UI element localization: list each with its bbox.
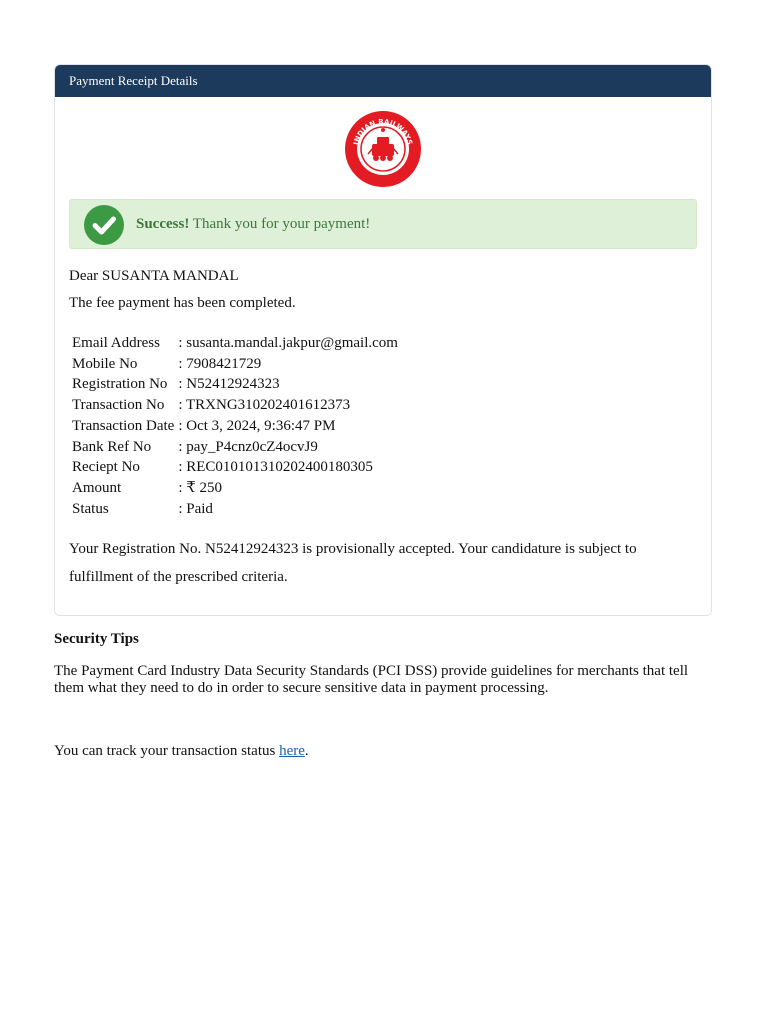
logo-text: INDIAN RAILWAYS — [352, 117, 414, 146]
check-circle-icon — [84, 205, 124, 245]
table-row — [70, 354, 400, 375]
receipt-card — [54, 64, 712, 616]
detail-value: : Paid — [178, 500, 213, 517]
success-text: Thank you for your payment! — [189, 216, 371, 232]
success-alert — [69, 199, 697, 249]
track-suffix: . — [304, 743, 309, 759]
detail-label: Registration No — [72, 376, 168, 393]
detail-label: Status — [72, 500, 109, 517]
table-row — [70, 457, 400, 478]
card-header-title: Payment Receipt Details — [69, 73, 198, 88]
detail-label: Email Address — [72, 335, 160, 351]
security-tips-text: The Payment Card Industry Data Security Standards (PCI DSS) provide guidelines for merchants that tell them what they need to do in order to secure sensitive data in payment processing. — [54, 663, 689, 696]
success-strong: Success! — [136, 216, 190, 232]
track-status-line — [54, 743, 309, 760]
completed-text: The fee payment has been completed. — [69, 295, 296, 311]
table-row — [70, 374, 400, 395]
table-row — [70, 333, 400, 354]
detail-label: Bank Ref No — [72, 438, 152, 455]
detail-label: Transaction No — [72, 397, 165, 414]
detail-value: : TRXNG310202401612373 — [178, 397, 351, 414]
security-tips-title: Security Tips — [54, 631, 139, 647]
table-row — [70, 416, 400, 437]
detail-value: : 7908421729 — [178, 355, 262, 372]
detail-value: : susanta.mandal.jakpur@gmail.com — [178, 335, 398, 351]
detail-value: : Oct 3, 2024, 9:36:47 PM — [178, 417, 336, 434]
table-row — [70, 499, 400, 520]
table-row — [70, 478, 400, 499]
greeting: Dear SUSANTA MANDAL — [69, 268, 239, 284]
registration-note: Your Registration No. N52412924323 is provisionally accepted. Your candidature is subject to fulfillment of the prescribed criteria. — [69, 541, 637, 585]
indian-railways-logo — [344, 110, 422, 188]
detail-value: : ₹ 250 — [178, 479, 223, 496]
logo-container — [55, 110, 711, 188]
detail-label: Reciept No — [72, 459, 140, 476]
detail-value: : pay_P4cnz0cZ4ocvJ9 — [178, 438, 318, 455]
track-here-link[interactable]: here — [279, 743, 305, 759]
table-row — [70, 437, 400, 458]
details-table — [70, 333, 400, 519]
detail-value: : REC010101310202400180305 — [178, 459, 373, 476]
detail-value: : N52412924323 — [178, 376, 280, 393]
detail-label: Mobile No — [72, 355, 138, 372]
detail-label: Transaction Date — [72, 417, 175, 434]
table-row — [70, 395, 400, 416]
track-prefix: You can track your transaction status — [54, 743, 280, 759]
card-header — [55, 65, 711, 97]
success-message — [136, 200, 370, 248]
detail-label: Amount — [72, 479, 122, 496]
